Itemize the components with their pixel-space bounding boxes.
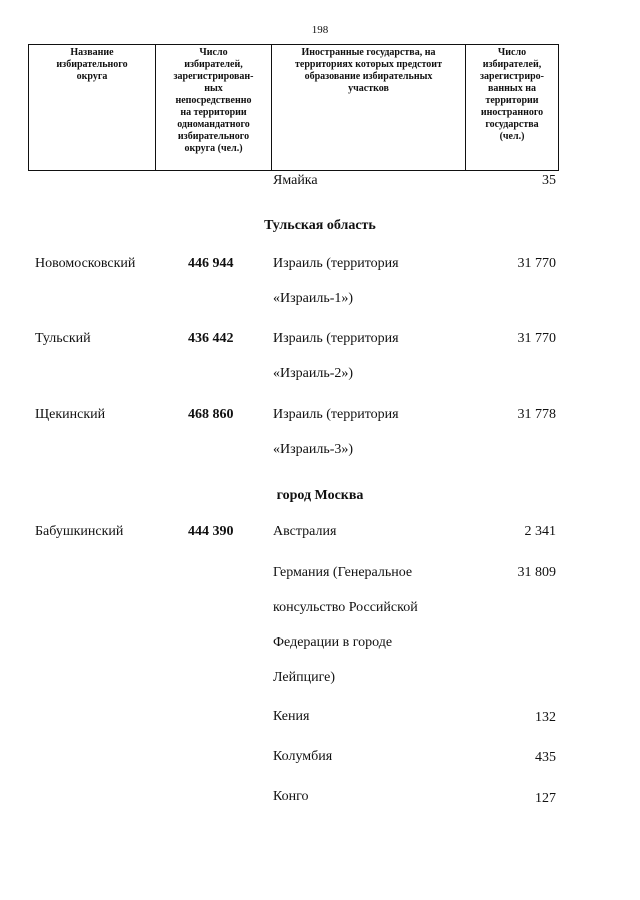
country-count: 435 bbox=[535, 750, 556, 765]
country-line: Германия (Генеральное bbox=[273, 565, 413, 580]
page-number: 198 bbox=[311, 24, 329, 36]
district-voters: 436 442 bbox=[188, 331, 234, 346]
district-name: Бабушкинский bbox=[35, 524, 124, 539]
country-count: 31 770 bbox=[517, 256, 556, 271]
district-name: Щекинский bbox=[35, 407, 106, 422]
header-foreign-states: Иностранные государства, на территориях которых предстоит образование избирательных участков bbox=[272, 45, 466, 171]
carry-over-country: Ямайка bbox=[273, 173, 318, 188]
carry-over-count: 35 bbox=[542, 173, 556, 188]
country-line: Лейпциге) bbox=[273, 670, 336, 685]
country-line: консульство Российской bbox=[273, 600, 418, 615]
section-title: Тульская область bbox=[264, 218, 376, 233]
section-title: город Москва bbox=[276, 488, 364, 503]
district-voters: 446 944 bbox=[188, 256, 234, 271]
district-voters: 444 390 bbox=[188, 524, 234, 539]
header-district: Название избирательного округа bbox=[29, 45, 156, 171]
country-line: Кения bbox=[273, 709, 310, 724]
country-count: 31 809 bbox=[517, 565, 556, 580]
district-name: Новомосковский bbox=[35, 256, 136, 271]
country-line: Израиль (территория bbox=[273, 407, 399, 422]
country-line: Федерации в городе bbox=[273, 635, 393, 650]
country-line: Израиль (территория bbox=[273, 331, 399, 346]
country-count: 127 bbox=[535, 791, 556, 806]
country-count: 2 341 bbox=[524, 524, 556, 539]
country-line: Конго bbox=[273, 789, 309, 804]
country-count: 132 bbox=[535, 710, 556, 725]
district-name: Тульский bbox=[35, 331, 91, 346]
table-header bbox=[28, 44, 559, 171]
country-line: «Израиль-2») bbox=[273, 366, 354, 381]
header-voters-abroad: Число избирателей, зарегистриро- ванных на территории иностранного государства (чел.) bbox=[466, 45, 559, 171]
district-voters: 468 860 bbox=[188, 407, 234, 422]
country-line: Израиль (территория bbox=[273, 256, 399, 271]
country-line: Австралия bbox=[273, 524, 337, 539]
country-line: «Израиль-3») bbox=[273, 442, 354, 457]
country-line: Колумбия bbox=[273, 749, 333, 764]
header-voters-in-district: Число избирателей, зарегистрирован- ных непосредственно на территории одномандатного избирательного округа (чел.) bbox=[156, 45, 272, 171]
country-count: 31 778 bbox=[517, 407, 556, 422]
country-count: 31 770 bbox=[517, 331, 556, 346]
country-line: «Израиль-1») bbox=[273, 291, 354, 306]
